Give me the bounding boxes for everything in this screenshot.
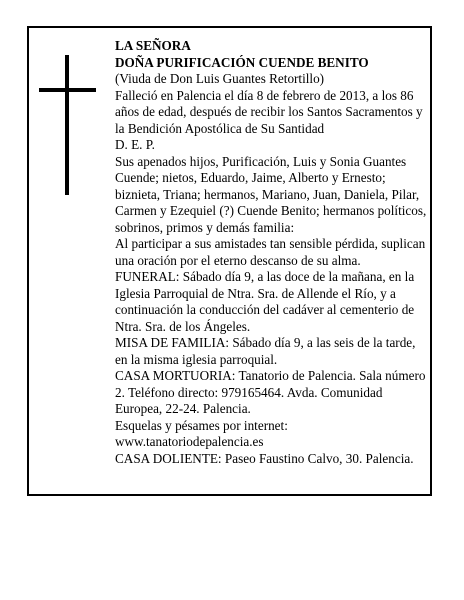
widow-note: (Viuda de Don Luis Guantes Retortillo)	[115, 71, 325, 86]
cross-icon-bar	[39, 88, 96, 92]
family-home-info: CASA DOLIENTE: Paseo Faustino Calvo, 30. Palencia.	[115, 450, 414, 466]
condolences-website-link[interactable]: www.tanatoriodepalencia.es	[115, 434, 264, 449]
cross-icon	[65, 55, 69, 195]
family-list: Sus apenados hijos, Purificación, Luis y Sonia Guantes Cuende; nietos, Eduardo, Jaime, Alberto y Ernesto; biznieta, Triana; hermanos, Mariano, Juan, Daniela, Pilar, Carmen y Ezequiel (?) Cuende Benito; hermanos políticos, sobrinos, primos y demás familia:	[115, 153, 427, 235]
obituary-text	[115, 38, 430, 467]
header-line-1: LA SEÑORA	[115, 38, 191, 53]
condolences-label: Esquelas y pésames por internet:	[115, 417, 288, 433]
prayer-request: Al participar a sus amistades tan sensible pérdida, suplican una oración por el eterno descanso de su alma.	[115, 236, 426, 268]
family-mass-info: MISA DE FAMILIA: Sábado día 9, a las seis de la tarde, en la misma iglesia parroquial.	[115, 335, 416, 367]
funeral-info: FUNERAL: Sábado día 9, a las doce de la mañana, en la Iglesia Parroquial de Ntra. Sra. de Allende el Río, y a continuación la conducción del cadáver al cementerio de Ntra. Sra. de los Ángeles.	[115, 269, 415, 334]
deceased-name: DOÑA PURIFICACIÓN CUENDE BENITO	[115, 54, 369, 70]
dep-line: D. E. P.	[115, 137, 155, 152]
funeral-home-info: CASA MORTUORIA: Tanatorio de Palencia. Sala número 2. Teléfono directo: 979165464. Avda. Comunidad Europea, 22-24. Palencia.	[115, 368, 426, 416]
death-notice: Falleció en Palencia el día 8 de febrero de 2013, a los 86 años de edad, después de recibir los Santos Sacramentos y la Bendición Apostólica de Su Santidad	[115, 87, 423, 136]
